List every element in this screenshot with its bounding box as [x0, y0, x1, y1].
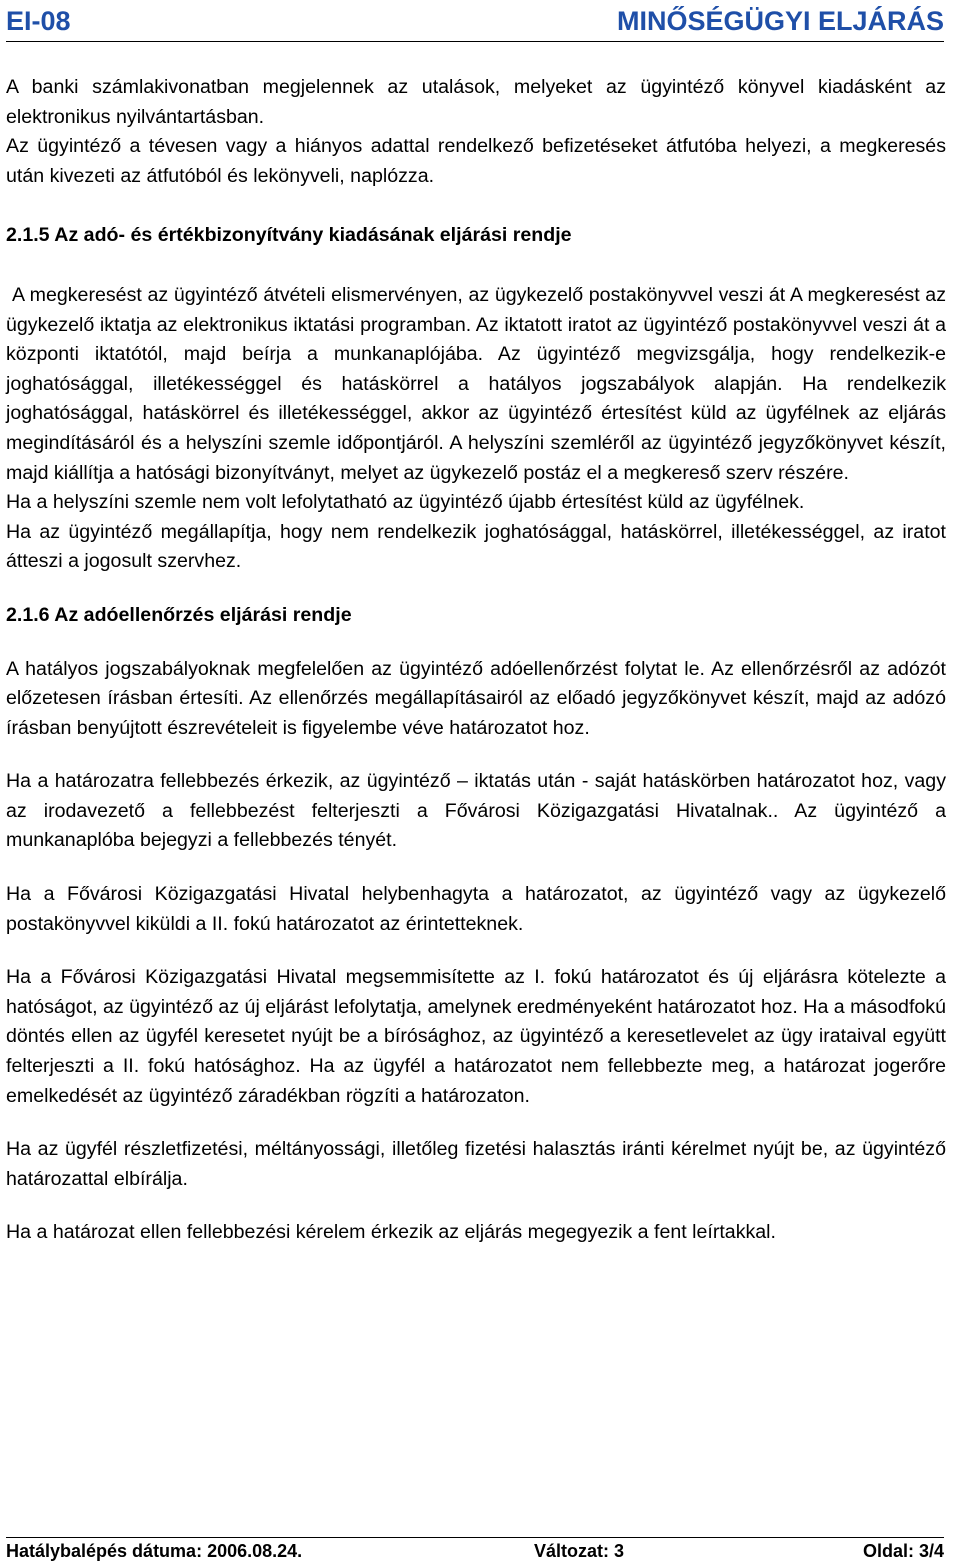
- paragraph: Ha az ügyintéző megállapítja, hogy nem rendelkezik joghatósággal, hatáskörrel, illetékességgel, az iratot átteszi a jogosult szervhez.: [6, 520, 946, 573]
- paragraph: Az ügyintéző a tévesen vagy a hiányos adattal rendelkező befizetéseket átfutóba helyezi, a megkeresés után kivezeti az átfutóból és lekönyveli, naplózza.: [6, 135, 946, 187]
- page-number: Oldal: 3/4: [862, 1541, 944, 1561]
- paragraph: Ha a határozatra fellebbezés érkezik, az ügyintéző – iktatás után - saját hatáskörben határozatot hoz, vagy az irodavezető a fellebbezést felterjeszti a Fővárosi Közigazgatási Hivatalnak.. Az ügyintéző a munkanaplóba bejegyzi a fellebbezés tényét.: [6, 770, 946, 852]
- document-code: EI-08: [6, 6, 71, 36]
- paragraph: Ha a helyszíni szemle nem volt lefolytatható az ügyintéző újabb értesítést küld az ügyfélnek.: [6, 491, 805, 514]
- section-heading-2-1-6: 2.1.6 Az adóellenőrzés eljárási rendje: [6, 603, 352, 626]
- paragraph: A banki számlakivonatban megjelennek az utalások, melyeket az ügyintéző könyvel kiadásként az elektronikus nyilvántartásban.: [6, 76, 946, 128]
- version-label: Változat: 3: [534, 1541, 625, 1561]
- page-footer: [6, 1537, 944, 1567]
- paragraph: A hatályos jogszabályoknak megfelelően az ügyintéző adóellenőrzést folytat le. Az ellenőrzésről az adózót előzetesen írásban értesíti. Az ellenőrzés megállapításairól az előadó jegyzőkönyvet készít, majd az adózó írásban benyújtott észrevételeit is figyelembe véve határozatot hoz.: [6, 657, 946, 739]
- section-heading-2-1-5: 2.1.5 Az adó- és értékbizonyítvány kiadásának eljárási rendje: [6, 224, 572, 247]
- document-body: [6, 73, 946, 1248]
- document-title: MINŐSÉGÜGYI ELJÁRÁS: [616, 6, 944, 36]
- effective-date: Hatálybalépés dátuma: 2006.08.24.: [6, 1541, 303, 1561]
- page-header: [6, 3, 944, 42]
- paragraph: Ha a Fővárosi Közigazgatási Hivatal megsemmisítette az I. fokú határozatot és új eljárásra kötelezte a hatóságot, az ügyintéző az új eljárást lefolytatja, amelynek eredményeként határozatot hoz. Ha a másodfokú döntés ellen az ügyfél keresetet nyújt be a bírósághoz, az ügyintéző a keresetlevelet az ügy irataival együtt felterjeszti a II. fokú hatósághoz. Ha az ügyfél a határozatot nem fellebbezte meg, a határozat jogerőre emelkedését az ügyintéző záradékban rögzíti a határozaton.: [6, 966, 946, 1107]
- paragraph: Ha az ügyfél részletfizetési, méltányossági, illetőleg fizetési halasztás iránti kérelmet nyújt be, az ügyintéző határozattal elbírálja.: [6, 1138, 946, 1190]
- paragraph: Ha a Fővárosi Közigazgatási Hivatal helybenhagyta a határozatot, az ügyintéző vagy az ügykezelő postakönyvvel kiküldi a II. fokú határozatot az érintetteknek.: [6, 883, 946, 935]
- paragraph: A megkeresést az ügyintéző átvételi elismervényen, az ügykezelő postakönyvvel veszi át A megkeresést az ügykezelő iktatja az elektronikus iktatási programban. Az iktatott iratot az ügyintéző postakönyvvel veszi át a központi iktatótól, majd beírja a munkanaplójába. Az ügyintéző megvizsgálja, hogy rendelkezik-e joghatósággal, illetékességgel és hatáskörrel a hatályos jogszabályok alapján. Ha rendelkezik joghatósággal, hatáskörrel és illetékességgel, akkor az ügyintéző értesítést küld az ügyfélnek az eljárás megindításáról és a helyszíni szemle időpontjáról. A helyszíni szemléről az ügyintéző jegyzőkönyvet készít, majd kiállítja a hatósági bizonyítványt, melyet az ügykezelő postáz el a megkereső szerv részére.: [6, 283, 946, 484]
- paragraph: Ha a határozat ellen fellebbezési kérelem érkezik az eljárás megegyezik a fent leírtakkal.: [6, 1221, 776, 1244]
